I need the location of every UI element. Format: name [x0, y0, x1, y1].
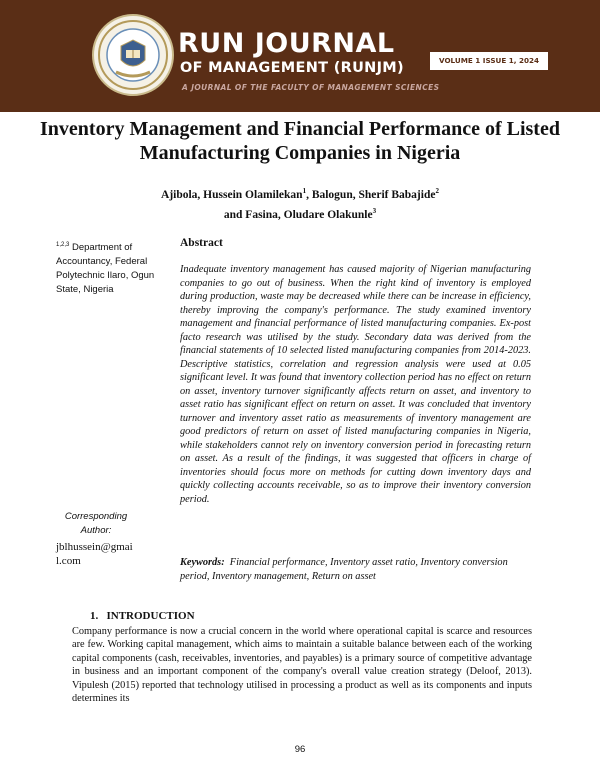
page-number: 96 [294, 744, 306, 755]
author-affiliation-marker: 1 [302, 187, 307, 195]
author-separator: , [306, 188, 312, 201]
author-affiliation [56, 238, 158, 297]
journal-title: RUN JOURNAL [178, 28, 395, 59]
corresponding-author-email[interactable]: jblhussein@gmail.com [56, 541, 133, 567]
affiliation-text: Department of Accountancy, Federal Polytechnic Ilaro, Ogun State, Nigeria [56, 242, 155, 296]
corresponding-author-label: Corresponding Author: [64, 511, 128, 536]
introduction-heading: 1. INTRODUCTION [90, 610, 195, 622]
journal-banner [0, 0, 600, 112]
author-name: Balogun, Sherif Babajide [311, 188, 436, 201]
journal-subtitle: OF MANAGEMENT (RUNJM) [180, 60, 404, 76]
author-name: Ajibola, Hussein Olamilekan [161, 188, 303, 201]
journal-tagline: A JOURNAL OF THE FACULTY OF MANAGEMENT SCIENCES [182, 83, 440, 92]
author-list [80, 183, 520, 223]
paper-title: Inventory Management and Financial Performance of Listed Manufacturing Companies in Nigeria [40, 118, 560, 164]
abstract-heading: Abstract [180, 237, 223, 249]
affiliation-marker: 1,2,3 [56, 242, 70, 248]
author-affiliation-marker: 3 [372, 206, 377, 215]
keywords-label: Keywords: [180, 557, 225, 568]
volume-badge: VOLUME 1 ISSUE 1, 2024 [430, 52, 548, 70]
introduction-body: Company performance is now a crucial concern in the world where operational capital is scarce and resources are few. Working capital management, which aims to maintain a suitable balance between each of the working capital components (cash, receivables, inventories, and payables) is a primary source of competitive advantage in business and an important component of the company's overall value creation strategy (Deloof, 2013). Vipulesh (2015) reported that technology utilised in processing a product as well as its components and inputs determines its [72, 626, 532, 705]
author-name: and Fasina, Oludare Olakunle [223, 208, 373, 221]
keywords [180, 556, 535, 583]
university-crest-icon [92, 14, 174, 96]
author-affiliation-marker: 2 [435, 187, 439, 195]
abstract-body: Inadequate inventory management has caused majority of Nigerian manufacturing companies to go out of business. When the right kind of inventory is employed during production, waste may be decreased while there can be increase in efficiency, thereby improving the company's performance. The study examined inventory management and financial performance of listed manufacturing companies. Ex-post facto research was utilised by the study. Secondary data was derived from the financial statements of 10 selected listed manufacturing companies from 2014-2023. Descriptive statistics, correlation and regression analysis were used at 0.05 significant level. It was found that inventory collection period has no effect on return on asset, inventory turnover significantly affects return on asset, and inventory to asset ratio has significant effect on return on asset. It was concluded that inventory turnover and inventory asset ratio as measurements of inventory management are good predictors of return on asset of listed manufacturing companies in Nigeria, while stakeholders cannot rely on inventory conversion period in forecasting return on asset. As a result of the findings, it was suggested that officers in charge of inventories should focus more on methods for cutting down inventory days and quickly collecting accounts receivable, so as to improve their inventory conversion period. [180, 264, 531, 505]
keywords-list: Financial performance, Inventory asset ratio, Inventory conversion period, Inventory management, Return on asset [180, 557, 508, 582]
